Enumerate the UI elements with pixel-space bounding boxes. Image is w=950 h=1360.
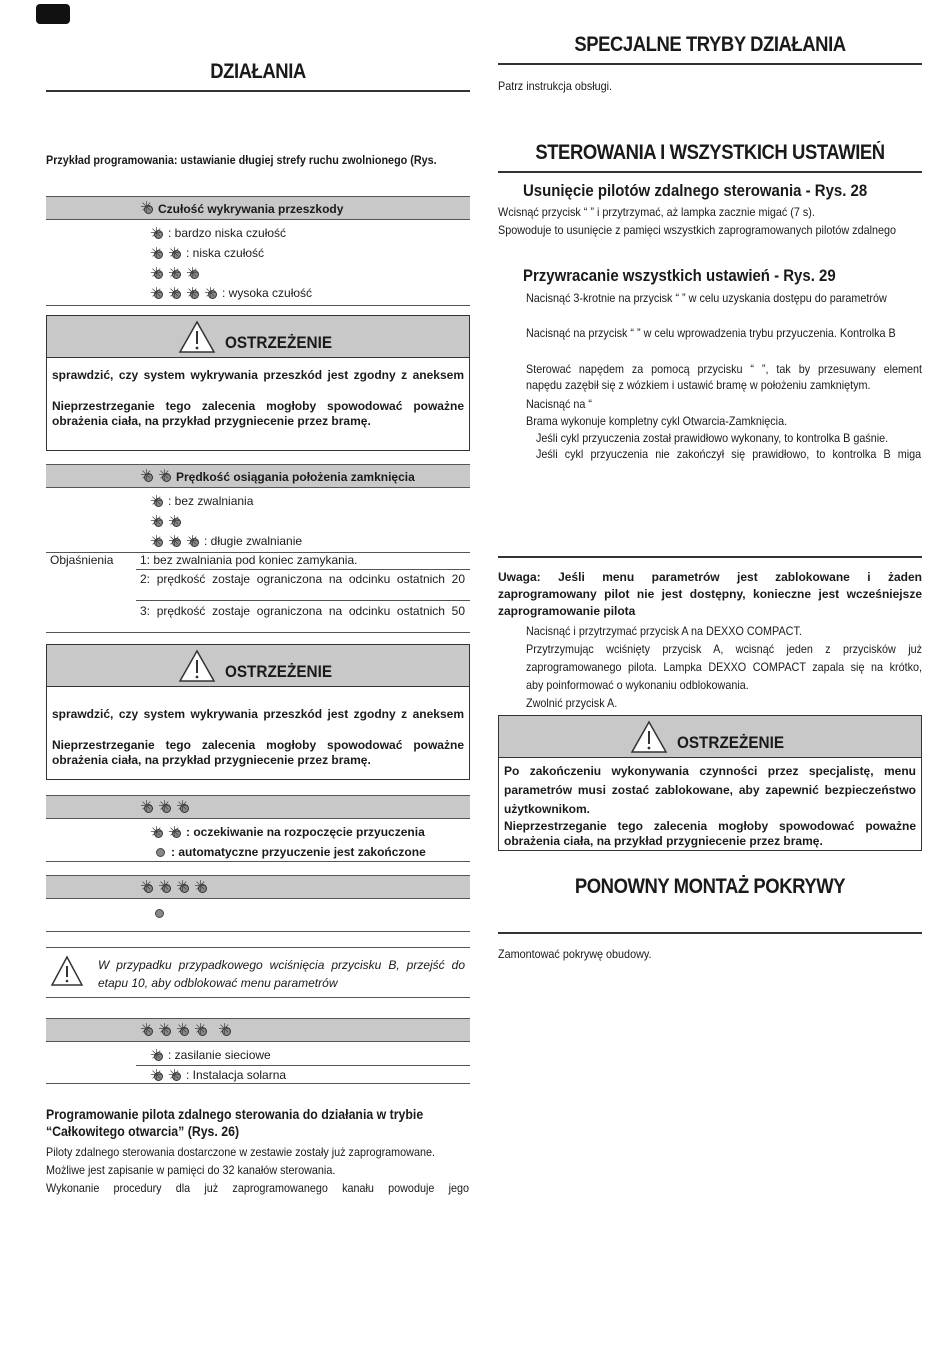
divider [46, 1083, 470, 1084]
led-icon [194, 1023, 209, 1038]
warning-box-3 [498, 715, 922, 851]
body-line: Jeśli cykl przyuczenia nie zakończył się prawidłowo, to kontrolka B miga [536, 447, 922, 461]
subheading-remove-remotes: Usunięcie pilotów zdalnego sterowania - Rys. 28 [523, 181, 868, 200]
warning-title: OSTRZEŻENIE [677, 732, 785, 752]
section-title-reset: STEROWANIA I WSZYSTKICH USTAWIEŃ [535, 141, 885, 164]
led-icon [158, 800, 173, 815]
led-icon [140, 469, 155, 484]
speed-header: Prędkość osiągania położenia zamknięcia [176, 469, 415, 484]
divider [498, 171, 922, 173]
learn-row: ✳ ✳ : oczekiwanie na rozpoczęcie przyuczenia [150, 822, 470, 842]
led-icon [168, 514, 183, 529]
prog-line: Piloty zdalnego sterowania dostarczone w zestawie zostały już zaprogramowane. [46, 1145, 436, 1159]
led-icon [204, 286, 219, 301]
warning-header [47, 316, 469, 358]
warning-box-2 [46, 644, 470, 780]
speed-row [150, 511, 470, 531]
led-icon [140, 1023, 155, 1038]
speed-rows [150, 491, 470, 551]
led-icon [150, 246, 165, 261]
led-icon [168, 286, 183, 301]
led-icon [140, 800, 155, 815]
uwaga-text: Uwaga: Jeśli menu parametrów jest zablokowane i żaden zaprogramowany pilot nie jest dostępny, konieczne jest wcześniejsze zaprogramowanie pilota [498, 570, 922, 618]
note-text: W przypadku przypadkowego wciśnięcia przycisku B, przejść do etapu 10, aby odblokować menu parametrów [98, 958, 465, 990]
body-line: zaprogramowanego pilota. Lampka DEXXO COMPACT zapala się na krótko, [526, 660, 922, 674]
led-icon [150, 1068, 165, 1083]
sensitivity-row: ✳ : bardzo niska czułość [150, 223, 470, 243]
warning-body [47, 687, 469, 774]
body-line: Brama wykonuje kompletny cykl Otwarcia-Zamknięcia. [526, 414, 788, 428]
led-icon [168, 825, 183, 840]
warning-triangle-icon [50, 955, 84, 987]
warning-line-2: Nieprzestrzeganie tego zalecenia mogłoby spowodować poważne obrażenia ciała, na przykład przygniecenie przez bramę. [52, 399, 464, 428]
learn-rows [150, 822, 470, 862]
sensitivity-header-bar [46, 196, 470, 220]
body-line: Nacisnąć 3-krotnie na przycisk “ ” w celu uzyskania dostępu do parametrów [526, 291, 887, 305]
led-icon [140, 880, 155, 895]
led-icon [150, 1048, 165, 1063]
warning-header [47, 645, 469, 687]
explanation-3: 3: prędkość zostaje ograniczona na odcinku ostatnich 50 [140, 604, 465, 618]
warning-title: OSTRZEŻENIE [225, 332, 333, 352]
warning-header [499, 716, 921, 758]
example-text: Przykład programowania: ustawianie długiej strefy ruchu zwolnionego (Rys. [46, 153, 437, 167]
speed-header-bar [46, 464, 470, 488]
divider [136, 569, 470, 570]
led-icon [150, 286, 165, 301]
prog-line: Możliwe jest zapisanie w pamięci do 32 kanałów sterowania. [46, 1163, 336, 1177]
led-icon [150, 514, 165, 529]
body-line: Nacisnąć i przytrzymać przycisk A na DEXXO COMPACT. [526, 624, 802, 638]
led-icon [150, 825, 165, 840]
sensitivity-row: ✳ ✳ : niska czułość [150, 243, 470, 263]
divider [46, 931, 470, 932]
divider [498, 556, 922, 558]
led-icon [218, 1023, 233, 1038]
led-icon [176, 1023, 191, 1038]
sensitivity-row [150, 263, 470, 283]
body-line: Nacisnąć na “ [526, 397, 593, 411]
led-icon [186, 266, 201, 281]
warning-body [47, 358, 469, 435]
body-line: Zwolnić przycisk A. [526, 696, 618, 710]
divider [136, 600, 470, 601]
explanation-1: 1: bez zwalniania pod koniec zamykania. [140, 553, 358, 567]
led-icon [150, 494, 165, 509]
body-line: Wcisnąć przycisk “ ” i przytrzymać, aż lampka zacznie migać (7 s). [498, 205, 815, 219]
led-icon [186, 534, 201, 549]
warning-line-1: Po zakończeniu wykonywania czynności przez specjalistę, menu parametrów musi zostać zablokowane, aby zapewnić bezpieczeństwo użytkownikom. [504, 764, 916, 816]
led-icon [176, 800, 191, 815]
led-icon [194, 880, 209, 895]
warning-title: OSTRZEŻENIE [225, 661, 333, 681]
learn-header-bar [46, 795, 470, 819]
led-icon [168, 266, 183, 281]
led-icon [186, 286, 201, 301]
body-line: napędu zazębił się z wózkiem i ustawić bramę w położeniu zamkniętym. [526, 378, 871, 392]
led-icon [140, 201, 155, 216]
led-icon [168, 1068, 183, 1083]
remove-remotes-body [498, 203, 950, 239]
power-row: ✳ ✳ : Instalacja solarna [150, 1065, 470, 1085]
led-icon [150, 534, 165, 549]
warning-line-2: Nieprzestrzeganie tego zalecenia mogłoby spowodować poważne obrażenia ciała, na przykład przygniecenie przez bramę. [504, 819, 916, 848]
sensitivity-row: ✳ ✳ ✳ ✳ : wysoka czułość [150, 283, 470, 303]
unlock-steps [526, 622, 950, 712]
divider [498, 932, 922, 934]
warning-line-1: sprawdzić, czy system wykrywania przeszkód jest zgodny z aneksem [52, 368, 464, 382]
divider [46, 861, 470, 862]
led-icon [176, 880, 191, 895]
subheading-restore-settings: Przywracanie wszystkich ustawień - Rys. 29 [523, 266, 836, 285]
learn-row: : automatyczne przyuczenie jest zakończone [150, 842, 470, 862]
warning-box-1 [46, 315, 470, 451]
body-line: Jeśli cykl przyuczenia został prawidłowo wykonany, to kontrolka B gaśnie. [536, 431, 889, 445]
power-row: ✳ : zasilanie sieciowe [150, 1045, 470, 1065]
led-off-icon [156, 848, 165, 857]
led-icon [150, 226, 165, 241]
body-line: Sterować napędem za pomocą przycisku “ ”, tak by przesuwany element [526, 362, 922, 376]
prog-line: Wykonanie procedury dla już zaprogramowanego kanału powoduje jego [46, 1181, 469, 1195]
section-title-cover: PONOWNY MONTAŻ POKRYWY [574, 875, 846, 898]
sensitivity-header: Czułość wykrywania przeszkody [158, 201, 344, 216]
divider [46, 632, 470, 633]
warning-line-1: sprawdzić, czy system wykrywania przeszkód jest zgodny z aneksem [52, 707, 464, 721]
power-header-bar [46, 1018, 470, 1042]
warning-triangle-icon [177, 319, 217, 355]
reference-text: Patrz instrukcja obsługi. [498, 79, 613, 93]
final-text: Zamontować pokrywę obudowy. [498, 947, 652, 961]
warning-body [499, 758, 921, 855]
language-tab [36, 4, 70, 24]
divider [46, 90, 470, 92]
warning-triangle-icon [629, 719, 669, 755]
lock-row [155, 907, 170, 921]
body-line: aby poinformować o wykonaniu odblokowania. [526, 678, 749, 692]
led-icon [158, 469, 173, 484]
led-icon [168, 246, 183, 261]
lock-header-bar [46, 875, 470, 899]
led-icon [158, 1023, 173, 1038]
warning-line-2: Nieprzestrzeganie tego zalecenia mogłoby spowodować poważne obrażenia ciała, na przykład przygniecenie przez bramę. [52, 738, 464, 767]
divider [498, 63, 922, 65]
divider [46, 997, 470, 998]
warning-triangle-icon [177, 648, 217, 684]
divider [46, 947, 470, 948]
prog-body [46, 1143, 516, 1197]
speed-row: ✳ ✳ ✳ : długie zwalnianie [150, 531, 470, 551]
body-line: Nacisnąć na przycisk “ ” w celu wprowadzenia trybu przyuczenia. Kontrolka B [526, 326, 896, 340]
section-title-special-modes: SPECJALNE TRYBY DZIAŁANIA [574, 33, 846, 56]
sensitivity-rows [150, 223, 470, 303]
body-line: Spowoduje to usunięcie z pamięci wszystkich zaprogramowanych pilotów zdalnego [498, 223, 897, 237]
body-line: Przytrzymując wciśnięty przycisk A, wcisnąć jeden z przycisków już [526, 642, 922, 656]
speed-row: ✳ : bez zwalniania [150, 491, 470, 511]
divider [46, 305, 470, 306]
explanation-2: 2: prędkość zostaje ograniczona na odcinku ostatnich 20 [140, 572, 465, 586]
divider [136, 1065, 470, 1066]
led-icon [168, 534, 183, 549]
prog-heading: Programowanie pilota zdalnego sterowania do działania w trybie “Całkowitego otwarcia” (Rys. 26) [46, 1106, 424, 1139]
section-title-dzialania: DZIAŁANIA [210, 60, 306, 83]
led-off-icon [155, 909, 164, 918]
led-icon [150, 266, 165, 281]
led-icon [158, 880, 173, 895]
explanation-label: Objaśnienia [50, 553, 114, 567]
